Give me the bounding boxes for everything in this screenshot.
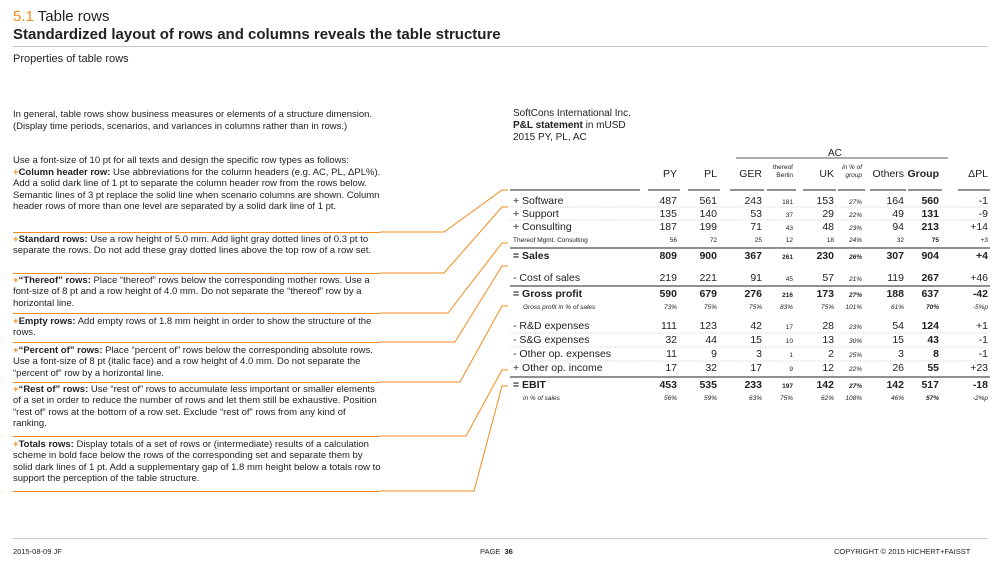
column-header: UK xyxy=(819,168,834,180)
property-term: “Rest of” rows: xyxy=(18,384,89,395)
table-cell: 124 xyxy=(921,320,939,332)
row-label: + Support xyxy=(513,208,559,220)
property-text: Place “thereof” rows below the corresponding mother rows. Use a font-size of 8 pt and a row height of 4.0 mm. Do not separate the “thereof” row by a horizontal line. xyxy=(13,275,370,309)
footer-copyright: COPYRIGHT © 2015 HICHERT+FAISST xyxy=(834,547,971,556)
page-label: PAGE xyxy=(480,547,501,556)
row-label: - S&G expenses xyxy=(513,334,590,346)
table-cell: 42 xyxy=(750,320,762,332)
table-cell: 48 xyxy=(822,221,834,233)
table-cell: 188 xyxy=(886,288,904,300)
table-cell: 25 xyxy=(754,237,762,244)
table-cell: 233 xyxy=(744,379,762,391)
table-cell: 22% xyxy=(848,366,862,373)
plus-bullet: + xyxy=(13,345,19,356)
property-text: Use a row height of 5.0 mm. Add light gray dotted lines of 0.3 pt to separate the rows. Do not add these gray dotted lines above the top row of a row set. xyxy=(13,234,372,257)
plus-bullet: + xyxy=(13,384,19,395)
property-text: Use abbreviations for the column headers (e.g. AC, PL, ΔPL%). Add a solid dark line of 1 pt to separate the column header row from the rows below. Semantic lines of 3 pt replace the solid line when scenario columns are shown. Column header rows of more than one level are separated by a solid dark line of 1 pt. xyxy=(13,167,381,213)
table-cell: 49 xyxy=(892,208,904,220)
table-cell: 75 xyxy=(931,237,939,244)
table-cell: 142 xyxy=(886,379,904,391)
property-term: Empty rows: xyxy=(18,316,76,327)
table-cell: -18 xyxy=(972,379,988,391)
table-cell: +23 xyxy=(970,362,988,374)
property-term: “Percent of” rows: xyxy=(18,345,103,356)
table-cell: 17 xyxy=(785,324,793,331)
table-cell: 131 xyxy=(921,208,939,220)
table-cell: 900 xyxy=(699,250,717,262)
row-label: - Other op. expenses xyxy=(513,348,612,360)
table-cell: 62% xyxy=(820,395,834,402)
column-header: GER xyxy=(739,168,762,180)
property-text: Use “rest of” rows to accumulate less important or smaller elements of a set in order to reduce the number of rows and let them still be exhaustive. Position “rest of” rows at the bottom of a row set. Exclude “rest of” rows from any kind of ranking. xyxy=(13,384,377,430)
table-cell: 26 xyxy=(892,362,904,374)
table-cell: 221 xyxy=(699,272,717,284)
table-cell: 199 xyxy=(699,221,717,233)
table-cell: 10 xyxy=(785,338,793,345)
table-cell: 809 xyxy=(659,250,677,262)
property-term: Standard rows: xyxy=(18,234,88,245)
column-header: Group xyxy=(907,168,939,180)
table-cell: 61% xyxy=(890,304,904,311)
table-cell: 261 xyxy=(782,254,793,261)
table-cell: 75% xyxy=(779,395,793,402)
table-cell: -2%p xyxy=(972,395,988,402)
table-cell: 44 xyxy=(705,334,717,346)
table-cell: 25% xyxy=(848,352,862,359)
table-cell: 123 xyxy=(699,320,717,332)
table-cell: 75% xyxy=(703,304,717,311)
column-header: Others xyxy=(872,168,904,180)
row-label: in % of sales xyxy=(523,395,560,402)
group-header-ac: AC xyxy=(828,148,842,159)
table-cell: 243 xyxy=(744,195,762,207)
table-cell: 56% xyxy=(663,395,677,402)
table-cell: 1 xyxy=(789,352,793,359)
column-header: PL xyxy=(704,168,717,180)
table-cell: 75% xyxy=(820,304,834,311)
table-cell: 57% xyxy=(925,395,939,402)
table-cell: 26% xyxy=(848,254,862,261)
table-cell: 15 xyxy=(892,334,904,346)
table-cell: 55 xyxy=(927,362,939,374)
table-cell: 561 xyxy=(699,195,717,207)
row-label: Gross profit in % of sales xyxy=(523,304,596,311)
table-cell: 153 xyxy=(816,195,834,207)
table-cell: 12 xyxy=(822,362,834,374)
table-cell: 70% xyxy=(925,304,939,311)
table-cell: 140 xyxy=(699,208,717,220)
table-cell: 111 xyxy=(661,320,677,332)
table-cell: 11 xyxy=(666,348,677,360)
row-label: - R&D expenses xyxy=(513,320,590,332)
table-cell: 63% xyxy=(748,395,762,402)
table-cell: 73% xyxy=(663,304,677,311)
table-cell: +46 xyxy=(970,272,988,284)
table-cell: 367 xyxy=(744,250,762,262)
table-cell: 72 xyxy=(709,237,717,244)
table-cell: 27% xyxy=(848,292,862,299)
table-cell: -1 xyxy=(978,334,988,346)
table-cell: 216 xyxy=(782,292,793,299)
table-cell: 9 xyxy=(789,366,793,373)
page-subtitle: Properties of table rows xyxy=(13,53,129,65)
table-cell: 57 xyxy=(822,272,834,284)
section-name: Table rows xyxy=(37,8,110,25)
row-label: = Gross profit xyxy=(513,288,583,300)
column-header-line: group xyxy=(845,172,862,179)
table-cell: 32 xyxy=(896,237,904,244)
column-header: PY xyxy=(662,168,677,180)
table-cell: 219 xyxy=(659,272,677,284)
table-cell: -42 xyxy=(972,288,988,300)
table-company: SoftCons International Inc. xyxy=(513,108,631,119)
table-cell: 9 xyxy=(711,348,717,360)
column-header: ΔPL xyxy=(968,168,988,180)
footer-date: 2015-08-09 JF xyxy=(13,547,62,556)
table-cell: -1 xyxy=(978,348,988,360)
plus-bullet: + xyxy=(13,275,19,286)
table-cell: 904 xyxy=(921,250,939,262)
table-cell: 8 xyxy=(933,348,939,360)
table-cell: 56 xyxy=(669,237,677,244)
table-cell: 18 xyxy=(826,237,834,244)
table-cell: 30% xyxy=(848,338,862,345)
table-cell: 46% xyxy=(890,395,904,402)
column-header-line: thereof xyxy=(772,164,793,171)
table-cell: 94 xyxy=(892,221,904,233)
table-cell: 54 xyxy=(892,320,904,332)
table-cell: 22% xyxy=(848,212,862,219)
table-cell: -9 xyxy=(978,208,988,220)
table-cell: 164 xyxy=(886,195,904,207)
table-cell: 15 xyxy=(750,334,762,346)
table-cell: 12 xyxy=(785,237,793,244)
row-label: + Software xyxy=(513,195,564,207)
table-cell: 3 xyxy=(756,348,762,360)
table-cell: 32 xyxy=(665,334,677,346)
table-cell: 119 xyxy=(887,272,904,284)
table-cell: +14 xyxy=(970,221,988,233)
table-cell: 187 xyxy=(659,221,677,233)
table-cell: 43 xyxy=(785,225,793,232)
table-cell: 181 xyxy=(782,199,793,206)
table-cell: 590 xyxy=(659,288,677,300)
row-label: Thereof Mgmt. Consulting xyxy=(513,237,588,244)
table-cell: 37 xyxy=(785,212,793,219)
table-cell: 21% xyxy=(848,276,862,283)
table-cell: 230 xyxy=(816,250,834,262)
table-cell: +3 xyxy=(980,237,988,244)
footer-divider xyxy=(13,538,988,539)
table-cell: 45 xyxy=(785,276,793,283)
table-cell: 535 xyxy=(699,379,717,391)
page-title: Standardized layout of rows and columns reveals the table structure xyxy=(13,26,501,43)
table-cell: 23% xyxy=(848,324,862,331)
statement-name: P&L statement xyxy=(513,120,583,131)
table-cell: 487 xyxy=(659,195,677,207)
property-text: Place “percent of” rows below the corresponding absolute rows. Use a font-size of 8 pt (italic face) and a row height of 4.0 mm. Do not separate the “percent of” row by a horizontal line. xyxy=(13,345,373,379)
table-cell: 24% xyxy=(848,237,862,244)
table-period: 2015 PY, PL, AC xyxy=(513,132,587,143)
table-cell: -5%p xyxy=(972,304,988,311)
property-text: Add empty rows of 1.8 mm height in order to show the structure of the rows. xyxy=(13,316,372,339)
table-cell: 29 xyxy=(822,208,834,220)
table-cell: +1 xyxy=(976,320,988,332)
table-cell: 142 xyxy=(816,379,834,391)
table-cell: 32 xyxy=(705,362,717,374)
property-term: Column header row: xyxy=(18,167,111,178)
table-cell: 213 xyxy=(921,221,939,233)
table-cell: 173 xyxy=(816,288,834,300)
plus-bullet: + xyxy=(13,316,19,327)
section-number: 5.1 xyxy=(13,8,34,25)
table-cell: 13 xyxy=(822,334,834,346)
table-cell: 637 xyxy=(921,288,939,300)
table-cell: +4 xyxy=(976,250,988,262)
row-label: + Other op. income xyxy=(513,362,603,374)
row-label: + Consulting xyxy=(513,221,572,233)
property-term: Totals rows: xyxy=(18,439,74,450)
table-cell: 17 xyxy=(665,362,677,374)
property-term: “Thereof” rows: xyxy=(18,275,91,286)
page-number: 36 xyxy=(504,547,513,556)
row-label: - Cost of sales xyxy=(513,272,581,284)
table-cell: 108% xyxy=(845,395,862,402)
table-cell: 91 xyxy=(750,272,762,284)
footer-page xyxy=(480,547,513,556)
table-cell: 307 xyxy=(886,250,904,262)
lead-paragraph: Use a font-size of 10 pt for all texts and design the specific row types as follows: xyxy=(13,155,349,166)
table-cell: 101% xyxy=(845,304,862,311)
table-cell: 83% xyxy=(779,304,793,311)
table-cell: 135 xyxy=(659,208,677,220)
table-cell: 453 xyxy=(659,379,677,391)
table-cell: 276 xyxy=(744,288,762,300)
row-label: = EBIT xyxy=(513,379,546,391)
table-cell: 2 xyxy=(828,348,834,360)
table-cell: 59% xyxy=(703,395,717,402)
plus-bullet: + xyxy=(13,167,19,178)
table-cell: 560 xyxy=(921,195,939,207)
table-cell: 53 xyxy=(750,208,762,220)
table-cell: 75% xyxy=(748,304,762,311)
table-cell: 679 xyxy=(699,288,717,300)
table-cell: 27% xyxy=(848,199,862,206)
row-label: = Sales xyxy=(513,250,550,262)
table-cell: 23% xyxy=(848,225,862,232)
table-cell: 17 xyxy=(750,362,762,374)
plus-bullet: + xyxy=(13,234,19,245)
property-text: Display totals of a set of rows or (intermediate) results of a calculation scheme in bold face below the rows of the corresponding set and separate them by solid dark lines of 1 pt. Add a supplementary gap of 1.8 mm height below a totals row to support the perception of the table structure. xyxy=(13,439,381,485)
intro-paragraph: In general, table rows show business measures or elements of a structure dimension. (Display time periods, scenarios, and variances in columns rather than in rows.) xyxy=(13,109,373,132)
statement-unit: in mUSD xyxy=(582,120,626,131)
table-cell: 267 xyxy=(921,272,939,284)
column-header-line: in % of xyxy=(842,164,862,171)
table-cell: -1 xyxy=(978,195,988,207)
table-cell: 28 xyxy=(822,320,834,332)
table-cell: 517 xyxy=(921,379,939,391)
table-cell: 43 xyxy=(927,334,939,346)
table-cell: 27% xyxy=(848,383,862,390)
table-cell: 197 xyxy=(782,383,793,390)
column-header-line: Berlin xyxy=(776,172,793,179)
table-cell: 3 xyxy=(898,348,904,360)
table-cell: 71 xyxy=(750,221,762,233)
plus-bullet: + xyxy=(13,439,19,450)
